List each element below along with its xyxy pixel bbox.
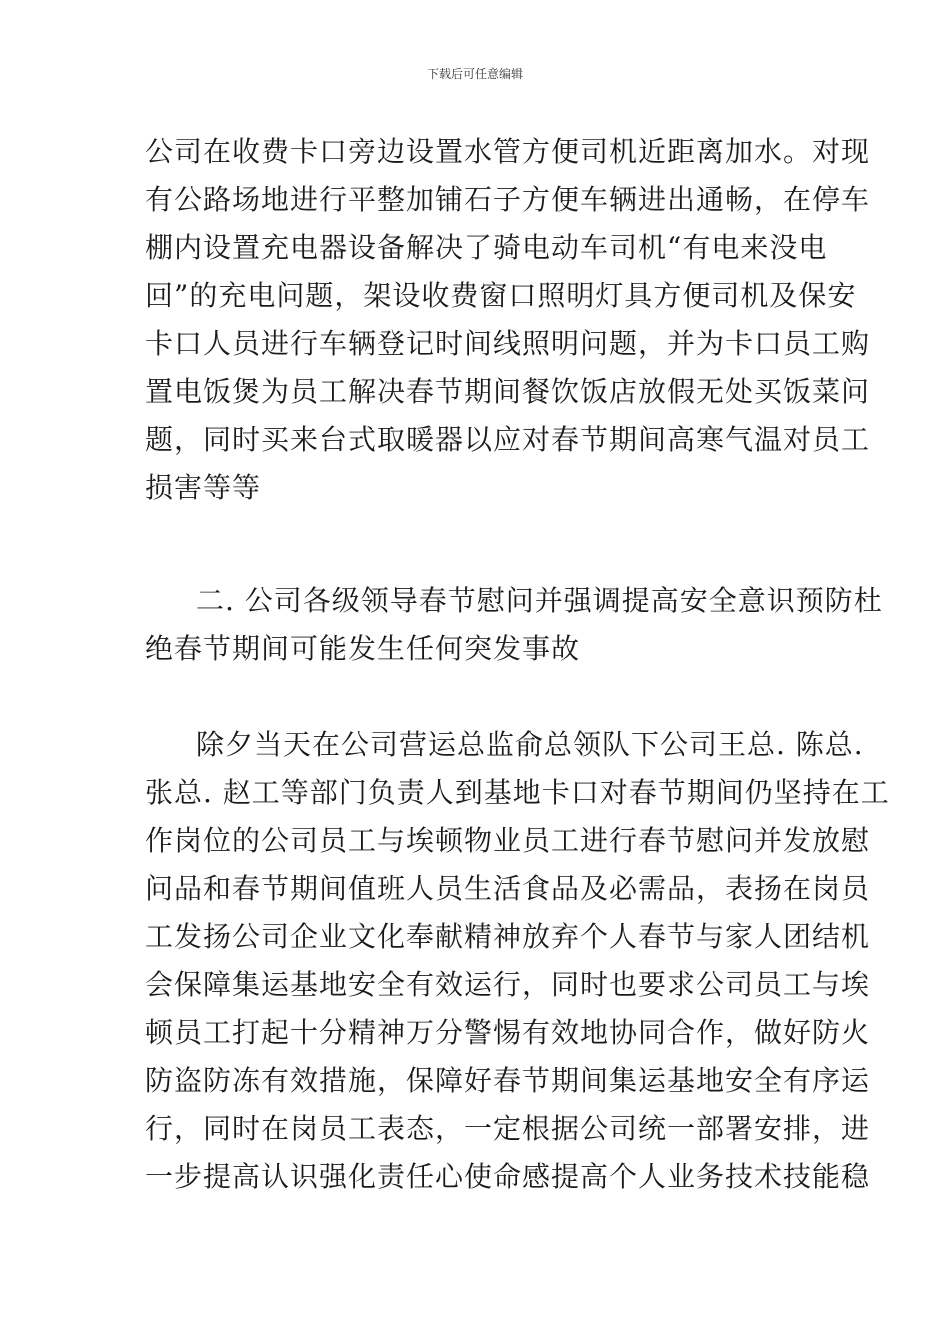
paragraph-line: 回”的充电问题，架设收费窗口照明灯具方便司机及保安	[145, 279, 857, 312]
paragraph-line: 损害等等	[145, 471, 262, 504]
paragraph-line: 公司在收费卡口旁边设置水管方便司机近距离加水。对现	[145, 135, 871, 168]
paragraph-line: 棚内设置充电器设备解决了骑电动车司机“有电来没电	[145, 231, 828, 264]
paragraph-line: 行，同时在岗员工表态，一定根据公司统一部署安排，进	[145, 1112, 871, 1145]
paragraph-line: 题，同时买来台式取暖器以应对春节期间高寒气温对员工	[145, 423, 871, 456]
paragraph-line: 防盗防冻有效措施，保障好春节期间集运基地安全有序运	[145, 1064, 871, 1097]
paragraph-line: 作岗位的公司员工与埃顿物业员工进行春节慰问并发放慰	[145, 824, 871, 857]
paragraph-line: 卡口人员进行车辆登记时间线照明问题，并为卡口员工购	[145, 327, 871, 360]
page-header: 下载后可任意编辑	[426, 67, 523, 81]
paragraph-line: 一步提高认识强化责任心使命感提高个人业务技术技能稳	[145, 1160, 871, 1193]
paragraph-line: 有公路场地进行平整加铺石子方便车辆进出通畅，在停车	[145, 183, 871, 216]
paragraph-line: 张总. 赵工等部门负责人到基地卡口对春节期间仍坚持在工	[145, 776, 890, 809]
paragraph-line: 会保障集运基地安全有效运行，同时也要求公司员工与埃	[145, 968, 871, 1001]
paragraph-line: 顿员工打起十分精神万分警惕有效地协同合作，做好防火	[145, 1016, 871, 1049]
paragraph-line: 问品和春节期间值班人员生活食品及必需品，表扬在岗员	[145, 872, 871, 905]
paragraph-line: 置电饭煲为员工解决春节期间餐饮饭店放假无处买饭菜问	[145, 375, 871, 408]
paragraph-line: 工发扬公司企业文化奉献精神放弃个人春节与家人团结机	[145, 920, 871, 953]
heading-line: 绝春节期间可能发生任何突发事故	[145, 632, 581, 665]
paragraph-line: 除夕当天在公司营运总监俞总领队下公司王总. 陈总.	[196, 728, 864, 761]
heading-line: 二. 公司各级领导春节慰问并强调提高安全意识预防杜	[196, 584, 883, 617]
